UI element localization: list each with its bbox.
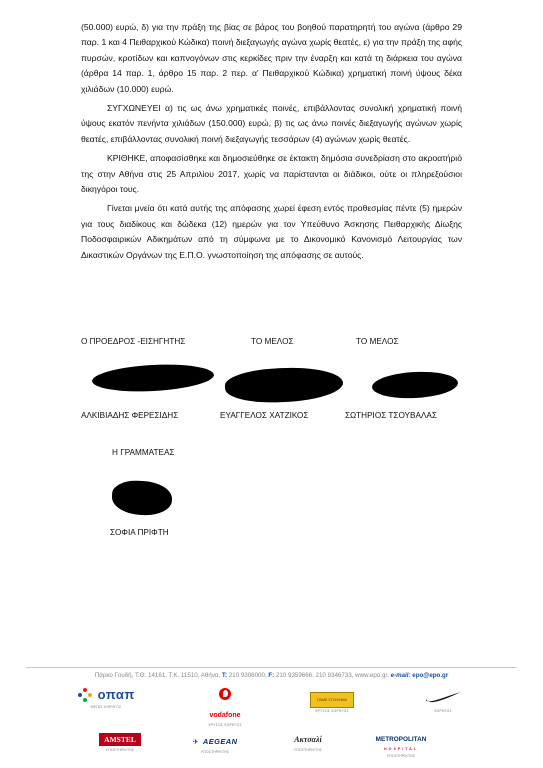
footer-email-link[interactable]: epo@epo.gr — [412, 672, 449, 679]
aegean-wordmark: AEGEAN — [202, 737, 238, 746]
opap-wordmark: οπαπ — [97, 687, 135, 702]
aktsali-wordmark: Ακτσαλί — [294, 735, 322, 744]
aktsali-tier: ΥΠΟΣΤΗΡΙΚΤΗΣ — [293, 748, 323, 752]
sponsor-amstel — [92, 729, 148, 752]
sponsor-aktsali — [278, 729, 338, 752]
stoixima-tier: ΧΡΥΣΟΣ ΧΟΡΗΓΟΣ — [315, 709, 349, 713]
footer-fax: 210 9359666, 210 9346733, — [275, 672, 354, 679]
redacted-signature-member1 — [224, 365, 344, 405]
footer-address: Πάρκο Γουδή, Τ.Θ. 14161, Τ.Κ. 11510, Αθήνα, — [94, 672, 221, 679]
opap-icon — [77, 686, 97, 703]
metropolitan-text: METROPOLITAN — [375, 736, 427, 743]
metropolitan-hospital-text: HOSPITAL — [384, 747, 418, 751]
footer-fax-label: F: — [268, 672, 275, 679]
member1-name: ΕΥΑΓΓΕΛΟΣ ΧΑΤΖΙΚΟΣ — [220, 411, 309, 420]
paragraph-penalties: (50.000) ευρώ, δ) για την πράξη της βίας σε βάρος του βοηθού παρατηρητή του αγώνα (άρθρο 29 παρ. 1 και 4 Πειθαρχικού Κώδικα) ποινή διεξαγωγής αγώνα χωρίς θεατές, ε) για την πράξη της αφής πυρσών, κροτίδων και καπνογόνων στις κερκίδες πριν την έναρξη και κατά τη διάρκεια του αγώνα (άρθρα 14 παρ. 1, άρθρο 15 παρ. 2 περ. α' Πειθαρχικού Κώδικα) χρηματική ποινή ύψους δέκα χιλιάδων (10.000) ευρώ. — [81, 22, 462, 94]
footer-web-link[interactable]: www.epo.gr, — [355, 672, 389, 679]
sponsor-vodafone — [196, 686, 254, 727]
footer-email-label: e-mail: — [390, 672, 411, 679]
aegean-tier: ΥΠΟΣΤΗΡΙΚΤΗΣ — [200, 750, 230, 754]
secretary-role: Η ΓΡΑΜΜΑΤΕΑΣ — [112, 448, 175, 457]
decision-body — [81, 20, 462, 267]
footer-tel: 210 9306000, — [228, 672, 267, 679]
footer-tel-label: Τ: — [221, 672, 228, 679]
footer-contact — [0, 672, 543, 679]
paragraph-merges: ΣΥΓΧΩΝΕΥΕΙ α) τις ως άνω χρηματικές ποινές, επιβάλλοντας συνολική χρηματική ποινή ύψους εκατόν πενήντα χιλιάδων (150.000) ευρώ, β) τις ως άνω ποινές διεξαγωγής αγώνων χωρίς θεατές, επιβάλλοντας συνολική ποινή διεξαγωγής τεσσάρων (4) αγώνων χωρίς θεατές. — [81, 103, 462, 144]
redacted-signature-member2 — [371, 370, 458, 400]
vodafone-tier: ΧΡΥΣΟΣ ΧΟΡΗΓΟΣ — [208, 723, 242, 727]
nike-tier: ΧΟΡΗΓΟΣ — [434, 709, 452, 713]
sponsor-aegean — [185, 731, 245, 754]
sponsor-opap — [76, 686, 136, 709]
opap-tier: ΜΕΓΑΣ ΧΟΡΗΓΟΣ — [90, 705, 122, 709]
footer-divider — [26, 667, 517, 668]
secretary-name: ΣΟΦΙΑ ΠΡΙΦΤΗ — [110, 528, 169, 537]
stoixima-wordmark: ΠΑΜΕ ΣΤΟΙΧΗΜΑ — [310, 692, 354, 708]
member2-name: ΣΩΤΗΡΙΟΣ ΤΣΟΥΒΑΛΑΣ — [345, 411, 437, 420]
sponsor-metropolitan — [366, 728, 436, 758]
member1-role: ΤΟ ΜΕΛΟΣ — [251, 337, 294, 346]
sponsor-stoixima — [306, 688, 358, 713]
paragraph-appeal-notice: Γίνεται μνεία ότι κατά αυτής της απόφασης χωρεί έφεση εντός προθεσμίας πέντε (5) ημερών για τους διαδίκους και δώδεκα (12) ημερών για τον Υπεύθυνο Άσκησης Πειθαρχικής Δίωξης Ποδοσφαιρικών Αδικημάτων από τη σύμφωνα με το Δικονομικό Κανονισμό Λειτουργίας των Δικαστικών Οργάνων της Ε.Π.Ο. γνωστοποίηση της απόφασης σε αυτούς. — [81, 203, 462, 260]
metropolitan-wordmark — [366, 736, 436, 753]
president-name: ΑΛΚΙΒΙΑΔΗΣ ΦΕΡΕΣΙΔΗΣ — [81, 411, 179, 420]
amstel-wordmark: AMSTEL — [99, 733, 141, 746]
nike-swoosh-icon — [424, 691, 462, 703]
sponsor-nike — [421, 690, 465, 713]
member2-role: ΤΟ ΜΕΛΟΣ — [356, 337, 399, 346]
redacted-signature-secretary — [111, 480, 172, 516]
metropolitan-tier: ΥΠΟΣΤΗΡΙΚΤΗΣ — [386, 754, 416, 758]
aegean-bird-icon: ✈ — [192, 739, 199, 746]
vodafone-icon — [219, 688, 231, 700]
president-role: Ο ΠΡΟΕΔΡΟΣ -ΕΙΣΗΓΗΤΗΣ — [81, 337, 186, 346]
amstel-tier: ΥΠΟΣΤΗΡΙΚΤΗΣ — [105, 748, 135, 752]
redacted-signature-president — [91, 362, 214, 394]
vodafone-wordmark: vodafone — [209, 712, 241, 719]
paragraph-decided: ΚΡΙΘΗΚΕ, αποφασίσθηκε και δημοσιεύθηκε σε έκτακτη δημόσια συνεδρίαση στο ακροατήριό της στην Αθήνα στις 25 Απριλίου 2017, χωρίς να παρίστανται οι διάδικοι, ούτε οι πληρεξούσιοι δικηγόροι τους. — [81, 153, 462, 195]
